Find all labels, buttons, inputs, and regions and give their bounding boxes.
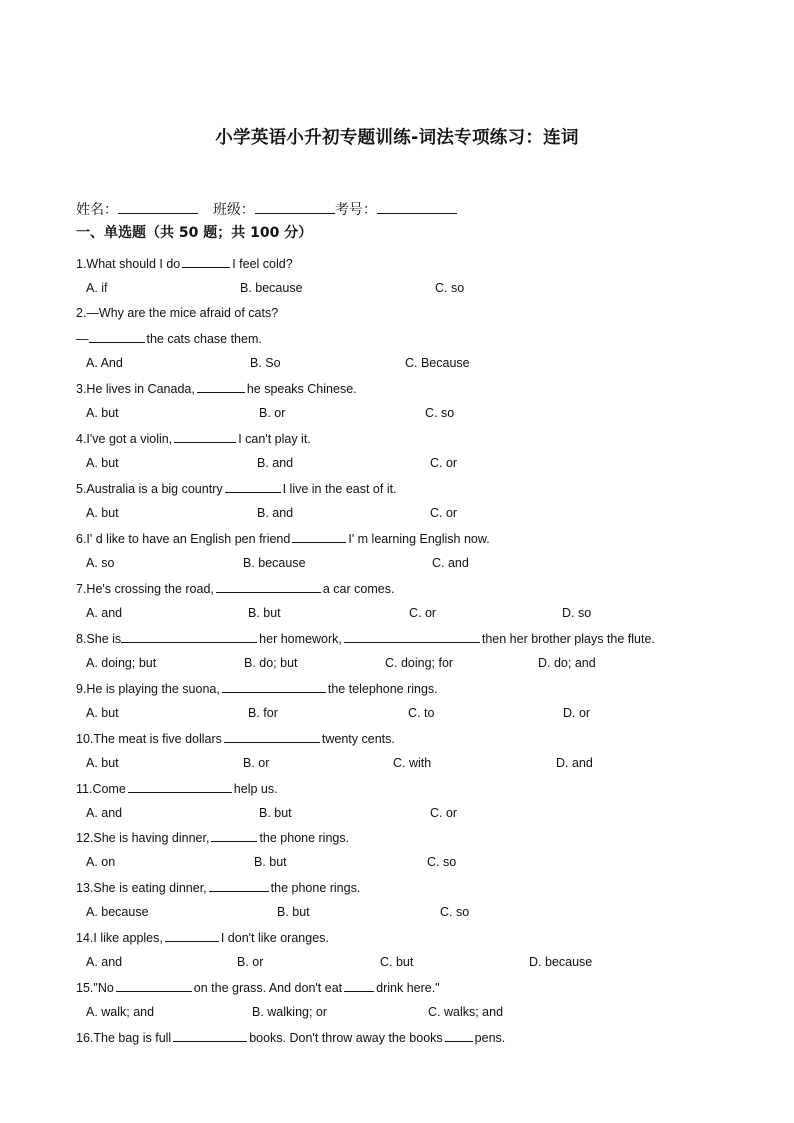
name-label: 姓名：: [76, 202, 118, 218]
option-b[interactable]: B. for: [248, 706, 278, 720]
option-c[interactable]: C. with: [393, 756, 432, 770]
question-10: 10.The meat is five dollars twenty cents.: [76, 732, 395, 746]
answer-blank[interactable]: [211, 830, 257, 842]
name-blank[interactable]: [118, 199, 198, 214]
answer-blank[interactable]: [116, 980, 192, 992]
option-b[interactable]: B. but: [259, 806, 292, 820]
option-c[interactable]: C. or: [430, 506, 458, 520]
option-c[interactable]: C. or: [430, 806, 458, 820]
question-2-answer-line: — the cats chase them.: [76, 332, 262, 346]
option-d[interactable]: D. and: [556, 756, 593, 770]
option-b[interactable]: B. but: [254, 855, 287, 869]
answer-blank[interactable]: [89, 331, 145, 343]
option-a[interactable]: A. because: [86, 905, 149, 919]
option-b[interactable]: B. or: [237, 955, 264, 969]
option-d[interactable]: D. so: [562, 606, 592, 620]
option-c[interactable]: C. to: [408, 706, 435, 720]
option-b[interactable]: B. walking; or: [252, 1005, 328, 1019]
option-a[interactable]: A. and: [86, 806, 123, 820]
question-2: 2.—Why are the mice afraid of cats?: [76, 306, 279, 320]
option-c[interactable]: C. so: [440, 905, 470, 919]
option-c[interactable]: C. or: [409, 606, 437, 620]
question-1: 1.What should I do I feel cold?: [76, 257, 293, 271]
option-a[interactable]: A. doing; but: [86, 656, 157, 670]
class-blank[interactable]: [255, 199, 335, 214]
number-blank[interactable]: [377, 199, 457, 214]
option-c[interactable]: C. and: [432, 556, 469, 570]
question-14: 14.I like apples, I don't like oranges.: [76, 931, 329, 945]
option-a[interactable]: A. but: [86, 406, 119, 420]
question-6: 6.I' d like to have an English pen friend I' m learning English now.: [76, 532, 490, 546]
option-a[interactable]: A. but: [86, 456, 119, 470]
answer-blank[interactable]: [128, 781, 232, 793]
option-c[interactable]: C. but: [380, 955, 414, 969]
answer-blank[interactable]: [197, 381, 245, 393]
student-info-line: [76, 199, 457, 219]
option-c[interactable]: C. or: [430, 456, 458, 470]
answer-blank[interactable]: [209, 880, 269, 892]
question-13: 13.She is eating dinner, the phone rings.: [76, 881, 361, 895]
answer-blank[interactable]: [165, 930, 219, 942]
question-7: 7.He's crossing the road, a car comes.: [76, 582, 395, 596]
option-d[interactable]: D. because: [529, 955, 593, 969]
option-b[interactable]: B. but: [248, 606, 281, 620]
answer-blank[interactable]: [344, 980, 374, 992]
option-a[interactable]: A. but: [86, 506, 119, 520]
option-d[interactable]: D. or: [563, 706, 591, 720]
question-16: 16.The bag is full books. Don't throw away the books pens.: [76, 1031, 506, 1045]
answer-blank[interactable]: [174, 431, 236, 443]
answer-blank[interactable]: [224, 731, 320, 743]
answer-blank[interactable]: [222, 681, 326, 693]
answer-blank[interactable]: [225, 481, 281, 493]
option-b[interactable]: B. but: [277, 905, 310, 919]
option-a[interactable]: A. but: [86, 706, 119, 720]
option-b[interactable]: B. and: [257, 456, 294, 470]
option-c[interactable]: C. walks; and: [428, 1005, 504, 1019]
question-5: 5.Australia is a big country I live in the east of it.: [76, 482, 397, 496]
option-b[interactable]: B. and: [257, 506, 294, 520]
answer-blank[interactable]: [216, 581, 321, 593]
option-a[interactable]: A. on: [86, 855, 116, 869]
answer-blank[interactable]: [344, 631, 480, 643]
answer-blank[interactable]: [173, 1030, 247, 1042]
question-3: 3.He lives in Canada, he speaks Chinese.: [76, 382, 357, 396]
question-12: 12.She is having dinner, the phone rings.: [76, 831, 350, 845]
option-a[interactable]: A. but: [86, 756, 119, 770]
answer-blank[interactable]: [445, 1030, 473, 1042]
question-9: 9.He is playing the suona, the telephone rings.: [76, 682, 438, 696]
question-15: 15."No on the grass. And don't eat drink here.": [76, 981, 440, 995]
answer-blank[interactable]: [121, 631, 257, 643]
page-title: 小学英语小升初专题训练-词法专项练习：连词: [215, 128, 579, 148]
question-11: 11.Come help us.: [76, 782, 278, 796]
option-b[interactable]: B. because: [243, 556, 306, 570]
option-a[interactable]: A. so: [86, 556, 115, 570]
option-c[interactable]: C. Because: [405, 356, 470, 370]
answer-blank[interactable]: [292, 531, 346, 543]
option-c[interactable]: C. so: [427, 855, 457, 869]
option-d[interactable]: D. do; and: [538, 656, 596, 670]
option-c[interactable]: C. so: [435, 281, 465, 295]
option-a[interactable]: A. if: [86, 281, 108, 295]
section-heading: 一、单选题（共 50 题；共 100 分）: [76, 225, 313, 241]
option-a[interactable]: A. walk; and: [86, 1005, 155, 1019]
answer-blank[interactable]: [182, 256, 230, 268]
option-a[interactable]: A. and: [86, 955, 123, 969]
option-a[interactable]: A. And: [86, 356, 123, 370]
option-b[interactable]: B. do; but: [244, 656, 298, 670]
number-label: 考号：: [334, 202, 377, 218]
option-b[interactable]: B. So: [250, 356, 281, 370]
option-b[interactable]: B. because: [240, 281, 303, 295]
class-label: 班级：: [212, 202, 255, 218]
option-b[interactable]: B. or: [259, 406, 286, 420]
question-4: 4.I've got a violin, I can't play it.: [76, 432, 311, 446]
option-c[interactable]: C. doing; for: [385, 656, 454, 670]
option-c[interactable]: C. so: [425, 406, 455, 420]
option-b[interactable]: B. or: [243, 756, 270, 770]
question-8: 8.She is her homework, then her brother plays the flute.: [76, 632, 655, 646]
option-a[interactable]: A. and: [86, 606, 123, 620]
